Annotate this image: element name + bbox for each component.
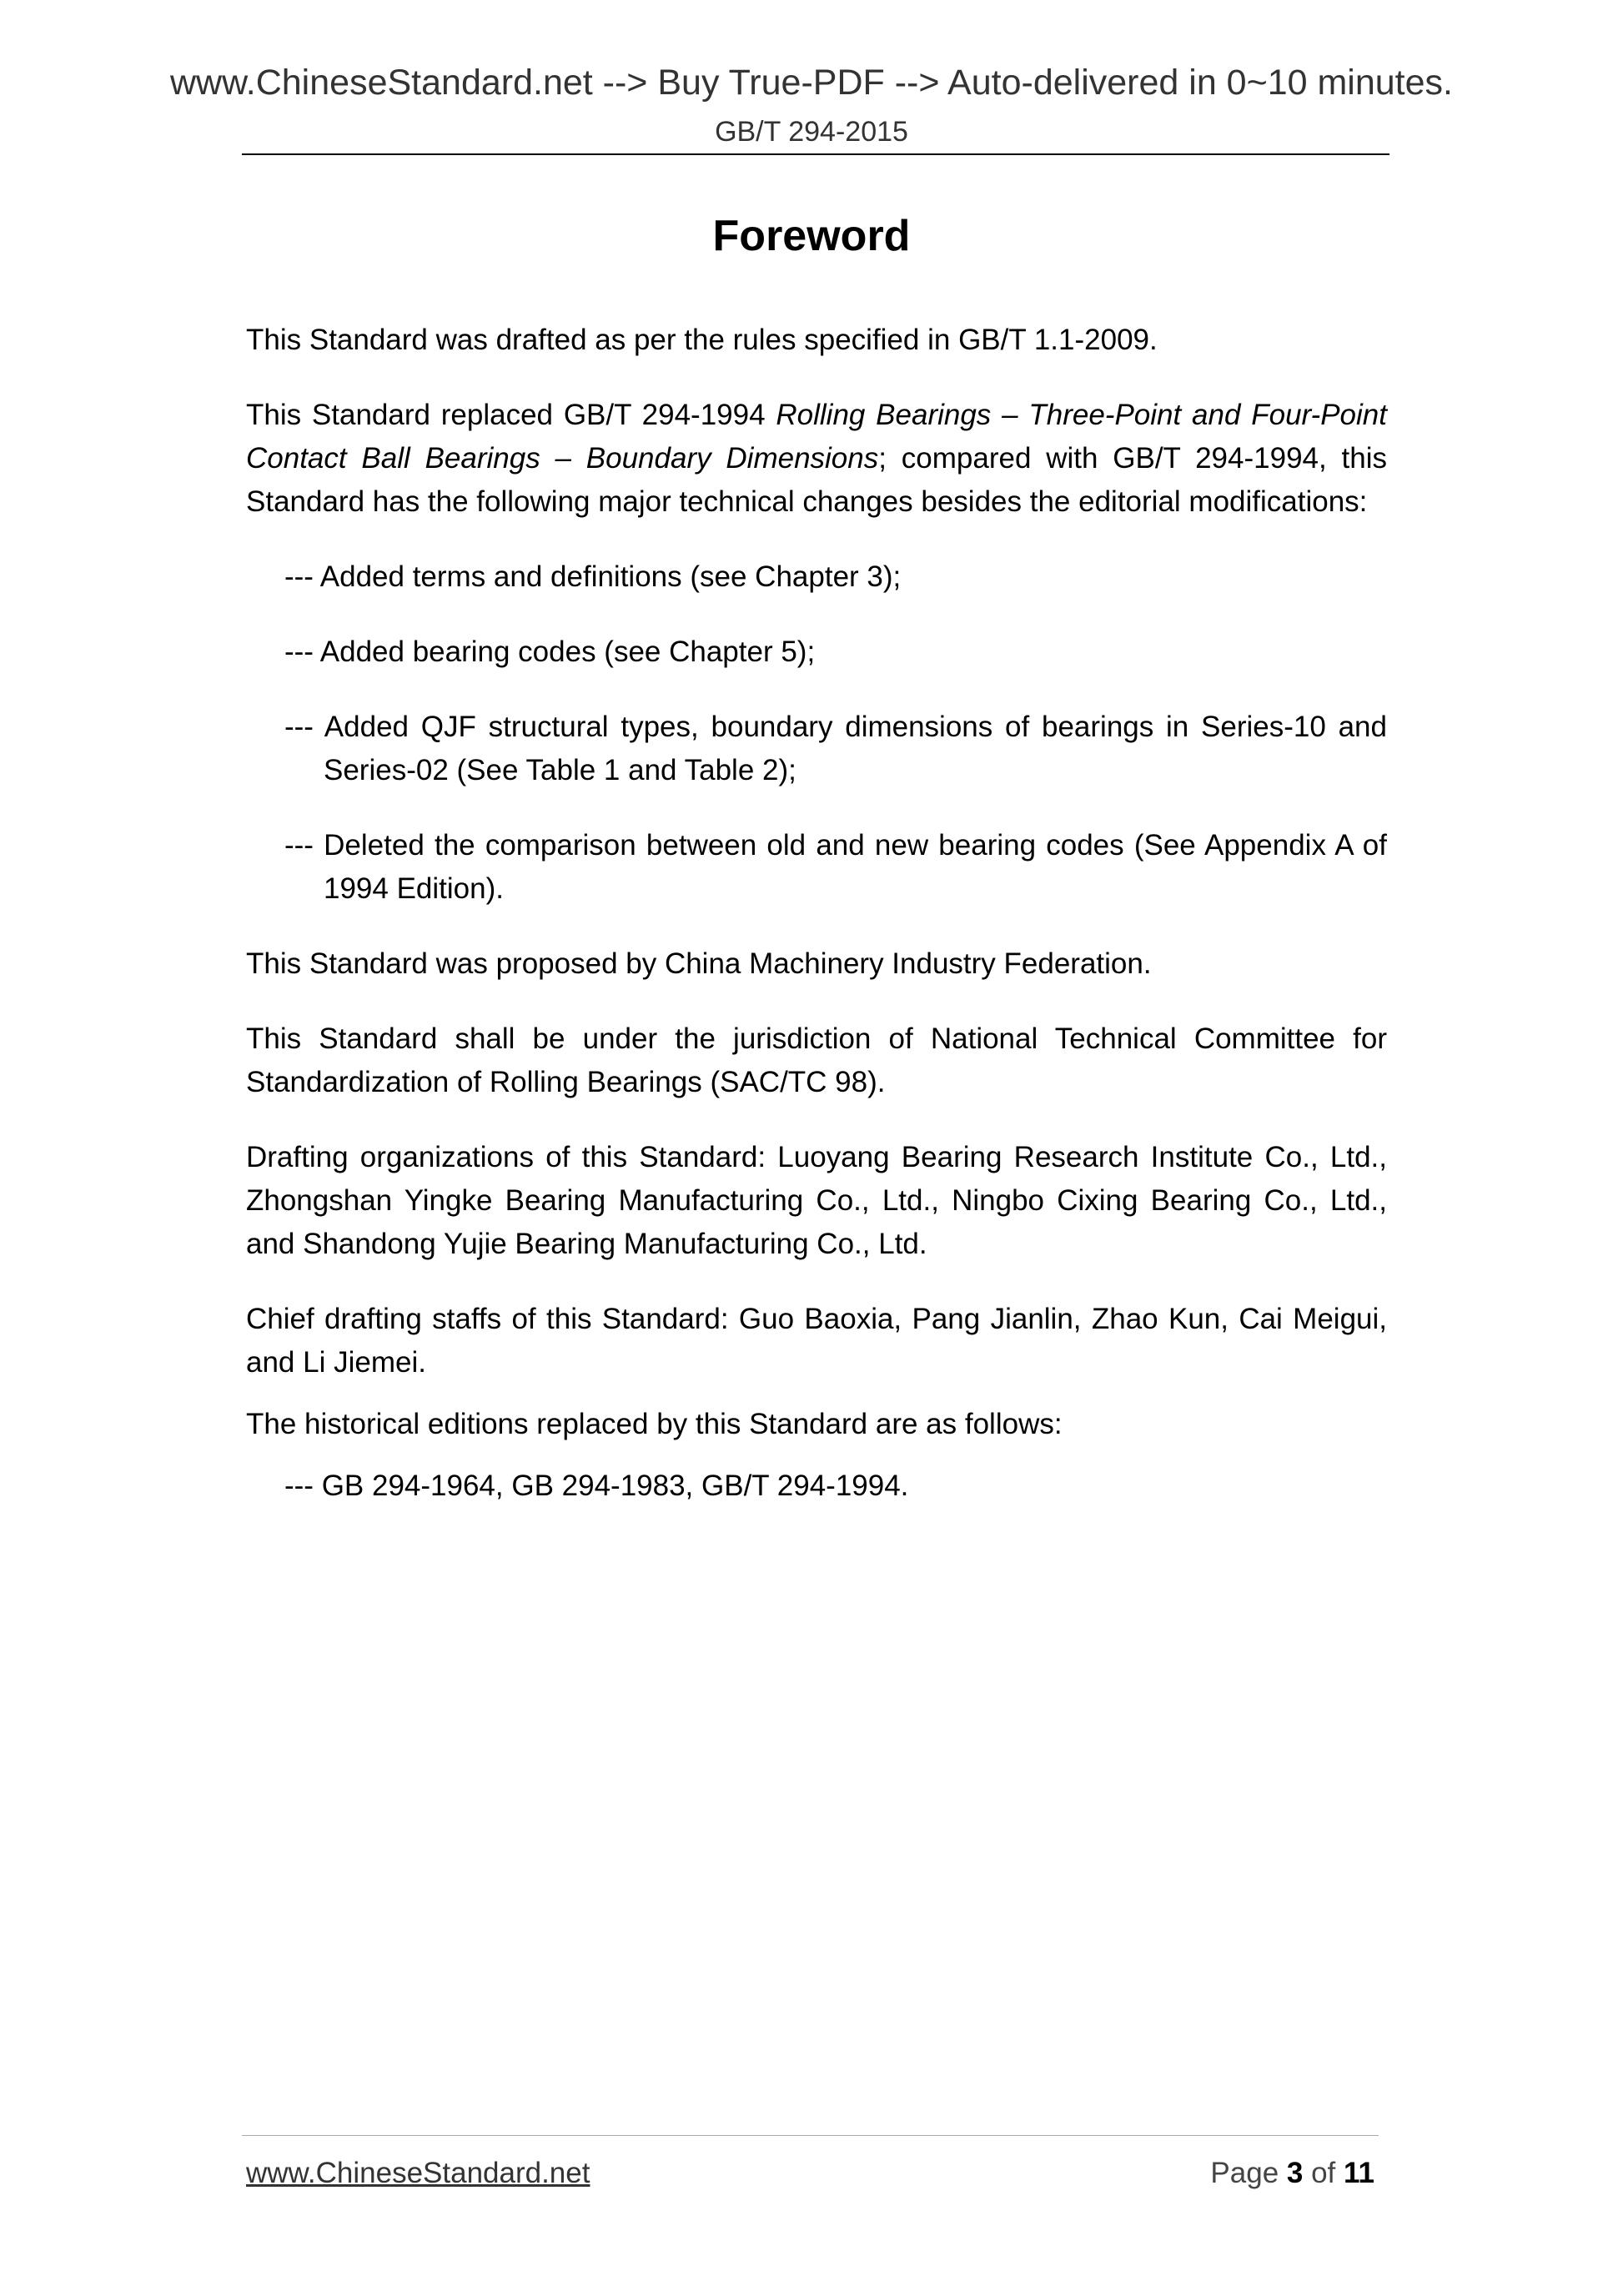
replacement-text: This Standard replaced GB/T 294-1994 — [246, 399, 776, 431]
historical-editions-item: --- GB 294-1964, GB 294-1983, GB/T 294-1994. — [284, 1470, 909, 1502]
change-item: --- Deleted the comparison between old and new bearing codes (See Appendix A of 1994 Edition). — [284, 829, 1387, 905]
footer-site-link[interactable]: www.ChineseStandard.net — [246, 2157, 590, 2189]
drafting-rules-paragraph: This Standard was drafted as per the rules specified in GB/T 1.1-2009. — [246, 324, 1158, 356]
replaced-standard-title: Rolling Bearings – Three-Point and Four-Point Contact Ball Bearings – Boundary Dimensions — [246, 399, 1387, 475]
change-item: --- Added QJF structural types, boundary dimensions of bearings in Series-10 and Series-02 (See Table 1 and Table 2); — [284, 711, 1387, 786]
page-title: Foreword — [712, 212, 911, 260]
change-item: --- Added bearing codes (see Chapter 5); — [284, 636, 816, 668]
proposer-paragraph: This Standard was proposed by China Machinery Industry Federation. — [246, 947, 1152, 980]
historical-editions-paragraph: The historical editions replaced by this Standard are as follows: — [246, 1408, 1063, 1440]
footer-divider — [242, 2135, 1379, 2136]
header-divider — [242, 153, 1389, 155]
page-number — [1210, 2158, 1374, 2188]
drafting-organizations-paragraph: Drafting organizations of this Standard: Luoyang Bearing Research Institute Co., Ltd., Zhongshan Yingke Bearing Manufacturing Co., Ltd., Ningbo Cixing Bearing Co., Ltd., and Shandong Yujie Bearing Manufacturing Co., Ltd. — [246, 1141, 1387, 1260]
drafting-staff-paragraph: Chief drafting staffs of this Standard: Guo Baoxia, Pang Jianlin, Zhao Kun, Cai Meigui, and Li Jiemei. — [246, 1303, 1387, 1379]
change-item: --- Added terms and definitions (see Chapter 3); — [284, 560, 902, 593]
replacement-paragraph — [246, 394, 1387, 524]
page-label: Page — [1210, 2157, 1287, 2189]
jurisdiction-paragraph: This Standard shall be under the jurisdiction of National Technical Committee for Standardization of Rolling Bearings (SAC/TC 98). — [246, 1022, 1387, 1098]
site-banner: www.ChineseStandard.net --> Buy True-PDF --> Auto-delivered in 0~10 minutes. — [169, 63, 1453, 103]
page-of-label: of — [1303, 2157, 1344, 2189]
changes-intro-text: ; compared with GB/T 294-1994, this Standard has the following major technical changes besides the editorial modifications: — [246, 442, 1387, 518]
document-code: GB/T 294-2015 — [715, 116, 908, 148]
page-current: 3 — [1286, 2157, 1304, 2189]
foreword-body — [246, 319, 1387, 1508]
page-total: 11 — [1344, 2157, 1374, 2189]
